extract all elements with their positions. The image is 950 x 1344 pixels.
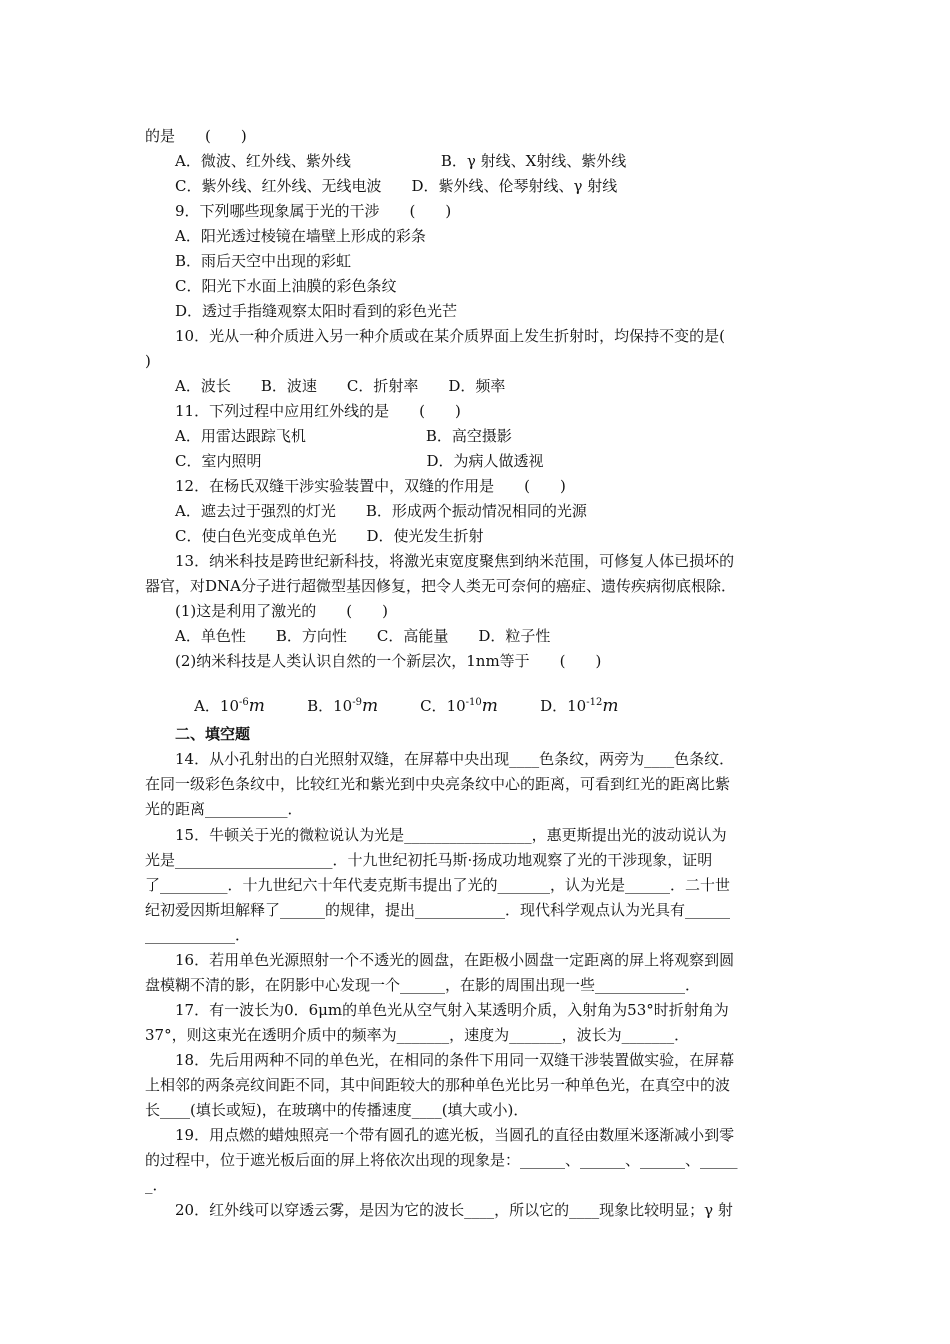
- text-line: 上相邻的两条亮纹间距不同，其中间距较大的那种单色光比另一种单色光，在真空中的波: [145, 1076, 731, 1094]
- text-line: _．: [145, 1176, 168, 1194]
- option-c: C．$10^{-10}m$: [420, 696, 498, 716]
- text-line: C．阳光下水面上油膜的彩色条纹: [175, 277, 397, 295]
- text-line: (1)这是利用了激光的 ( ): [175, 602, 388, 620]
- text-line: A．遮去过于强烈的灯光 B．形成两个振动情况相同的光源: [175, 502, 587, 520]
- text-line: 11．下列过程中应用红外线的是 ( ): [175, 402, 461, 420]
- text-line: 12．在杨氏双缝干涉实验装置中，双缝的作用是 ( ): [175, 477, 566, 495]
- option-a: A．$10^{-6}m$: [194, 696, 265, 716]
- text-line: 37°，则这束光在透明介质中的频率为_______，速度为_______，波长为_______．: [145, 1026, 690, 1044]
- option-d: D．$10^{-12}m$: [540, 696, 619, 716]
- text-line: 17．有一波长为0．6μm的单色光从空气射入某透明介质，入射角为53°时折射角为: [175, 1001, 729, 1019]
- text-line: 19．用点燃的蜡烛照亮一个带有圆孔的遮光板，当圆孔的直径由数厘米逐渐减小到零: [175, 1126, 735, 1144]
- text-line: 18．先后用两种不同的单色光，在相同的条件下用同一双缝干涉装置做实验，在屏幕: [175, 1051, 735, 1069]
- text-line: A．微波、红外线、紫外线 B．γ 射线、X射线、紫外线: [175, 152, 627, 170]
- text-line: 的是 ( ): [145, 127, 247, 145]
- option-b: B．$10^{-9}m$: [307, 696, 379, 716]
- text-line: 了_________．十九世纪六十年代麦克斯韦提出了光的_______，认为光是______．二十世: [145, 876, 731, 894]
- text-line: D．透过手指缝观察太阳时看到的彩色光芒: [175, 302, 458, 320]
- text-line: 纪初爱因斯坦解释了______的规律，提出____________．现代科学观点认为光具有______: [145, 901, 731, 919]
- text-line: 16．若用单色光源照射一个不透光的圆盘，在距极小圆盘一定距离的屏上将观察到圆: [175, 951, 735, 969]
- text-line: A．用雷达跟踪飞机 B．高空摄影: [175, 427, 512, 445]
- text-line: 的过程中，位于遮光板后面的屏上将依次出现的现象是：______、______、______、_____: [145, 1151, 738, 1169]
- text-line: C．紫外线、红外线、无线电波 D．紫外线、伦琴射线、γ 射线: [175, 177, 618, 195]
- text-line: A．阳光透过棱镜在墙壁上形成的彩条: [175, 227, 426, 245]
- text-line: 10．光从一种介质进入另一种介质或在某介质界面上发生折射时，均保持不变的是(: [175, 327, 725, 345]
- text-line: ____________．: [145, 926, 251, 944]
- text-line: C．室内照明 D．为病人做透视: [175, 452, 544, 470]
- text-line: 在同一级彩色条纹中，比较红光和紫光到中央亮条纹中心的距离，可看到红光的距离比紫: [145, 775, 731, 793]
- text-line: A．单色性 B．方向性 C．高能量 D．粒子性: [175, 627, 551, 645]
- text-line: 长____(填长或短)，在玻璃中的传播速度____(填大或小)．: [145, 1101, 529, 1119]
- text-line: 9．下列哪些现象属于光的干涉 ( ): [175, 202, 452, 220]
- text-line: 盘模糊不清的影，在阴影中心发现一个______，在影的周围出现一些____________．: [145, 976, 701, 994]
- text-line: 光的距离___________．: [145, 800, 303, 818]
- text-line: 光是_____________________．十九世纪初托马斯·扬成功地观察了光的干涉现象，证明: [145, 851, 713, 869]
- text-line: ): [145, 352, 151, 370]
- text-line: A．波长 B．波速 C．折射率 D．频率: [175, 377, 506, 395]
- text-line: 13．纳米科技是跨世纪新科技，将激光束宽度聚焦到纳米范围，可修复人体已损坏的: [175, 552, 735, 570]
- text-line: 14．从小孔射出的白光照射双缝，在屏幕中央出现____色条纹，两旁为____色条纹．: [175, 750, 735, 768]
- text-line: B．雨后天空中出现的彩虹: [175, 252, 352, 270]
- text-line: (2)纳米科技是人类认识自然的一个新层次，1nm等于 ( ): [175, 652, 602, 670]
- text-line: 20．红外线可以穿透云雾，是因为它的波长____，所以它的____现象比较明显；γ 射: [175, 1201, 733, 1219]
- text-line: 器官，对DNA分子进行超微型基因修复，把令人类无可奈何的癌症、遗传疾病彻底根除．: [145, 577, 736, 595]
- text-line: 15．牛顿关于光的微粒说认为光是_________________，惠更斯提出光的波动说认为: [175, 826, 727, 844]
- text-line: C．使白色光变成单色光 D．使光发生折射: [175, 527, 484, 545]
- section-heading: 二、填空题: [175, 725, 251, 743]
